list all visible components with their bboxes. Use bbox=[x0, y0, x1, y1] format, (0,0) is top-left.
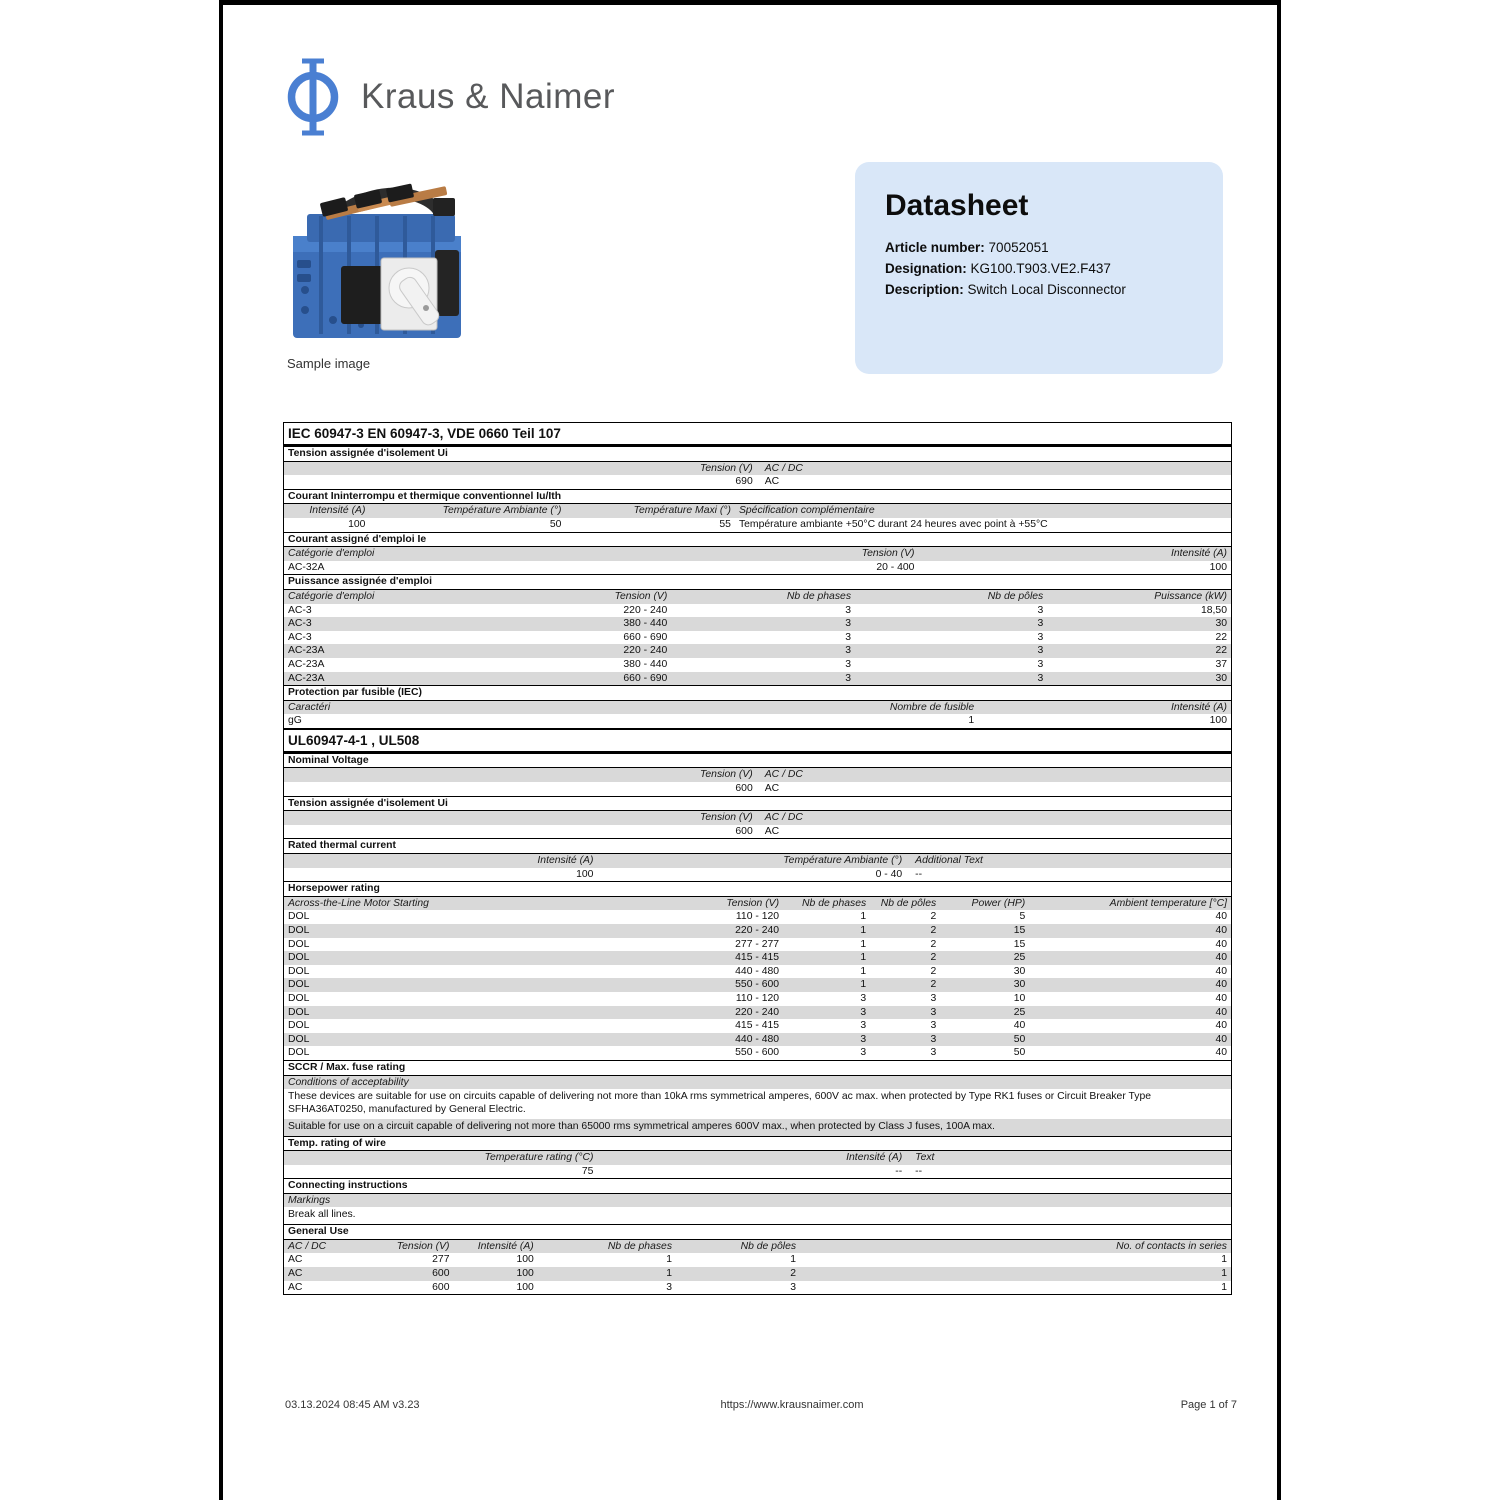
table-cell: 1 bbox=[1221, 1254, 1227, 1266]
table-row bbox=[284, 1119, 1231, 1136]
table-cell: 30 bbox=[1013, 979, 1026, 991]
table-row bbox=[284, 617, 1231, 631]
table-cell: 220 - 240 bbox=[735, 925, 780, 936]
table-row bbox=[284, 1178, 1231, 1194]
table-cell: 600 bbox=[735, 825, 753, 837]
table-cell: DOL bbox=[288, 1047, 310, 1059]
table-row bbox=[284, 978, 1231, 992]
table-cell: AC-3 bbox=[288, 618, 312, 630]
page-title: Datasheet bbox=[885, 189, 1029, 222]
table-cell: 10 bbox=[1013, 992, 1026, 1004]
table-cell: 55 bbox=[719, 518, 731, 530]
table-cell: 40 bbox=[1215, 938, 1227, 950]
table-cell: 1 bbox=[860, 925, 867, 936]
table-row bbox=[284, 1033, 1231, 1047]
table-row bbox=[284, 1019, 1231, 1033]
table-row bbox=[284, 782, 1231, 796]
table-cell: 2 bbox=[930, 938, 937, 950]
table-row bbox=[284, 644, 1231, 658]
table-cell: AC / DC bbox=[764, 812, 803, 824]
table-cell: 1 bbox=[666, 1268, 673, 1280]
table-cell: gG bbox=[288, 715, 302, 727]
document-page bbox=[219, 0, 1281, 1500]
footer-timestamp: 03.13.2024 08:45 AM v3.23 bbox=[285, 1399, 420, 1411]
table-cell: 100 bbox=[516, 1281, 534, 1293]
table-cell: 40 bbox=[1215, 992, 1227, 1004]
table-cell: 3 bbox=[845, 631, 852, 643]
table-cell: 277 - 277 bbox=[735, 938, 780, 950]
table-cell: 220 - 240 bbox=[623, 645, 668, 657]
table-cell: Connecting instructions bbox=[288, 1180, 408, 1192]
table-row bbox=[284, 825, 1231, 839]
table-row bbox=[284, 658, 1231, 672]
table-cell: 440 - 480 bbox=[735, 965, 780, 977]
table-row bbox=[284, 951, 1231, 965]
table-cell: 2 bbox=[790, 1268, 797, 1280]
table-cell: 3 bbox=[1037, 658, 1044, 670]
table-cell: Nb de phases bbox=[802, 897, 867, 909]
table-cell: Puissance assignée d'emploi bbox=[288, 576, 432, 588]
table-cell: 22 bbox=[1215, 645, 1227, 657]
table-row bbox=[284, 910, 1231, 924]
table-row bbox=[284, 1006, 1231, 1020]
table-cell: 3 bbox=[790, 1281, 797, 1293]
table-cell: Intensité (A) bbox=[537, 855, 594, 867]
table-row bbox=[284, 547, 1231, 561]
description-line bbox=[885, 279, 1193, 300]
table-cell: Courant Ininterrompu et thermique conventionnel Iu/Ith bbox=[288, 490, 562, 502]
table-cell: Power (HP) bbox=[971, 897, 1026, 909]
table-cell: Puissance (kW) bbox=[1154, 590, 1227, 602]
table-cell: AC bbox=[288, 1254, 303, 1266]
table-row bbox=[284, 631, 1231, 645]
table-cell: 3 bbox=[845, 645, 852, 657]
table-row bbox=[284, 489, 1231, 505]
table-cell: Conditions of acceptability bbox=[288, 1076, 409, 1088]
table-row bbox=[284, 590, 1231, 604]
table-row bbox=[284, 685, 1231, 701]
table-cell: 37 bbox=[1215, 658, 1227, 670]
table-row bbox=[284, 1194, 1231, 1208]
table-cell: 3 bbox=[845, 658, 852, 670]
table-cell: Temp. rating of wire bbox=[288, 1137, 386, 1149]
table-cell: Markings bbox=[288, 1194, 331, 1206]
table-cell: Temperature rating (°C) bbox=[484, 1152, 594, 1164]
table-cell: Tension (V) bbox=[614, 590, 668, 602]
table-cell: 1 bbox=[860, 952, 867, 964]
table-cell: Nb de pôles bbox=[987, 590, 1044, 602]
article-number-label: Article number: bbox=[885, 240, 985, 255]
table-cell: DOL bbox=[288, 938, 310, 950]
table-cell: DOL bbox=[288, 911, 310, 923]
table-cell: 20 - 400 bbox=[876, 561, 915, 573]
table-cell: 100 bbox=[516, 1268, 534, 1280]
table-cell: 3 bbox=[930, 992, 937, 1004]
table-cell: Température Ambiante (°) bbox=[783, 855, 903, 867]
table-row bbox=[284, 768, 1231, 782]
table-cell: AC / DC bbox=[764, 769, 803, 781]
table-cell: -- bbox=[895, 1165, 903, 1177]
table-cell: 550 - 600 bbox=[735, 979, 780, 991]
table-row bbox=[284, 728, 1231, 753]
table-cell: AC bbox=[764, 783, 780, 795]
table-cell: 3 bbox=[845, 672, 852, 684]
table-cell: Intensité (A) bbox=[477, 1240, 534, 1252]
table-cell: 75 bbox=[581, 1165, 594, 1177]
table-cell: 50 bbox=[1013, 1047, 1026, 1059]
table-cell: 1 bbox=[1221, 1281, 1227, 1293]
table-cell: 40 bbox=[1215, 965, 1227, 977]
table-cell: 3 bbox=[845, 604, 852, 616]
table-cell: 100 bbox=[1209, 715, 1227, 727]
table-row bbox=[284, 1207, 1231, 1224]
table-cell: 15 bbox=[1013, 938, 1026, 950]
table-cell: 30 bbox=[1215, 618, 1227, 630]
table-cell: Nominal Voltage bbox=[288, 754, 369, 766]
table-row bbox=[284, 1165, 1231, 1179]
brand-logo bbox=[285, 57, 615, 137]
designation-line bbox=[885, 258, 1193, 279]
table-row bbox=[284, 518, 1231, 532]
table-cell: 3 bbox=[930, 1020, 937, 1032]
table-cell: Protection par fusible (IEC) bbox=[288, 687, 422, 699]
table-cell: UL60947-4-1 , UL508 bbox=[288, 732, 420, 748]
table-cell: 1 bbox=[860, 965, 867, 977]
table-row bbox=[284, 811, 1231, 825]
table-cell: Additional Text bbox=[915, 855, 983, 867]
spec-table bbox=[283, 422, 1232, 1295]
table-cell: 3 bbox=[1037, 672, 1044, 684]
table-row bbox=[284, 701, 1231, 715]
table-cell: Tension assignée d'isolement Ui bbox=[288, 797, 448, 809]
table-cell: 15 bbox=[1013, 925, 1026, 936]
designation-label: Designation: bbox=[885, 261, 967, 276]
footer-url-link[interactable]: https://www.krausnaimer.com bbox=[720, 1399, 864, 1411]
table-cell: IEC 60947-3 EN 60947-3, VDE 0660 Teil 107 bbox=[288, 426, 561, 441]
table-cell: 220 - 240 bbox=[623, 604, 668, 616]
table-row bbox=[284, 1253, 1231, 1267]
footer-page-number: Page 1 of 7 bbox=[1180, 1399, 1237, 1411]
table-cell: 550 - 600 bbox=[735, 1047, 780, 1059]
table-cell: Tension (V) bbox=[700, 769, 753, 781]
table-row bbox=[284, 1267, 1231, 1281]
table-cell: Nb de phases bbox=[607, 1240, 673, 1252]
table-cell: 100 bbox=[348, 518, 366, 530]
table-cell: 100 bbox=[1209, 561, 1227, 573]
table-cell: Catégorie d'emploi bbox=[288, 548, 375, 560]
table-cell: 40 bbox=[1215, 1020, 1227, 1032]
table-cell: 3 bbox=[860, 992, 867, 1004]
table-cell: 1 bbox=[790, 1254, 797, 1266]
table-cell: 100 bbox=[576, 868, 594, 880]
table-cell: DOL bbox=[288, 1020, 310, 1032]
table-cell: Nb de phases bbox=[786, 590, 852, 602]
table-cell: 3 bbox=[845, 618, 852, 630]
table-cell: AC-23A bbox=[288, 645, 325, 657]
description-label: Description: bbox=[885, 282, 964, 297]
table-cell: AC bbox=[288, 1281, 303, 1293]
table-cell: 18,50 bbox=[1200, 604, 1227, 616]
table-cell: Intensité (A) bbox=[309, 505, 366, 517]
table-cell: 40 bbox=[1215, 979, 1227, 991]
table-cell: AC / DC bbox=[288, 1240, 327, 1252]
table-row bbox=[284, 753, 1231, 769]
sample-image-label: Sample image bbox=[287, 356, 371, 371]
table-cell: 40 bbox=[1215, 1033, 1227, 1045]
table-cell: 25 bbox=[1013, 1006, 1026, 1018]
table-cell: Température ambiante +50°C durant 24 heures avec point à +55°C bbox=[738, 518, 1048, 530]
table-cell: 5 bbox=[1019, 911, 1026, 923]
article-number-value: 70052051 bbox=[988, 240, 1049, 255]
table-cell: General Use bbox=[288, 1226, 349, 1238]
table-cell: 2 bbox=[930, 965, 937, 977]
table-cell: DOL bbox=[288, 992, 310, 1004]
table-row bbox=[284, 838, 1231, 854]
table-cell: 3 bbox=[930, 1047, 937, 1059]
table-cell: DOL bbox=[288, 979, 310, 991]
table-cell: Tension (V) bbox=[726, 897, 780, 909]
phi-logo-icon bbox=[285, 57, 341, 137]
table-cell: 2 bbox=[930, 911, 937, 923]
table-row bbox=[284, 672, 1231, 686]
table-cell: DOL bbox=[288, 1033, 310, 1045]
table-cell: Nombre de fusible bbox=[889, 701, 975, 713]
table-cell: Intensité (A) bbox=[1170, 701, 1227, 713]
table-cell: 1 bbox=[666, 1254, 673, 1266]
table-row bbox=[284, 462, 1231, 476]
table-cell: Across-the-Line Motor Starting bbox=[288, 897, 429, 909]
table-row bbox=[284, 881, 1231, 897]
table-cell: 2 bbox=[930, 979, 937, 991]
table-cell: 3 bbox=[860, 1020, 867, 1032]
table-row bbox=[284, 446, 1231, 462]
table-cell: AC / DC bbox=[764, 462, 803, 474]
description-value: Switch Local Disconnector bbox=[967, 282, 1126, 297]
table-cell: Text bbox=[915, 1152, 935, 1164]
table-row bbox=[284, 1281, 1231, 1295]
designation-value: KG100.T903.VE2.F437 bbox=[970, 261, 1111, 276]
table-cell: 1 bbox=[860, 938, 867, 950]
table-cell: Nb de pôles bbox=[880, 897, 937, 909]
table-cell: 660 - 690 bbox=[623, 672, 668, 684]
table-cell: Température Maxi (°) bbox=[633, 505, 731, 517]
table-cell: 220 - 240 bbox=[735, 1006, 780, 1018]
article-number-line bbox=[885, 237, 1193, 258]
table-cell: 3 bbox=[860, 1033, 867, 1045]
product-image bbox=[285, 170, 475, 350]
table-cell: 1 bbox=[860, 911, 867, 923]
table-cell: Intensité (A) bbox=[846, 1152, 903, 1164]
table-cell: 40 bbox=[1215, 1047, 1227, 1059]
table-cell: 40 bbox=[1013, 1020, 1026, 1032]
table-cell: 40 bbox=[1215, 952, 1227, 964]
table-cell: 600 bbox=[735, 783, 753, 795]
table-cell: Tension (V) bbox=[700, 462, 753, 474]
table-cell: 3 bbox=[1037, 645, 1044, 657]
page-footer bbox=[223, 1399, 1277, 1419]
table-cell: 415 - 415 bbox=[735, 1020, 780, 1032]
table-cell: 380 - 440 bbox=[623, 658, 668, 670]
table-cell: Température Ambiante (°) bbox=[442, 505, 562, 517]
table-cell: 3 bbox=[1037, 604, 1044, 616]
table-cell: Tension (V) bbox=[396, 1240, 450, 1252]
table-cell: 3 bbox=[860, 1006, 867, 1018]
table-row bbox=[284, 504, 1231, 518]
table-cell: Break all lines. bbox=[288, 1209, 356, 1221]
table-cell: 110 - 120 bbox=[735, 992, 780, 1004]
table-cell: DOL bbox=[288, 952, 310, 964]
table-cell: 660 - 690 bbox=[623, 631, 668, 643]
table-row bbox=[284, 604, 1231, 618]
table-cell: 22 bbox=[1215, 631, 1227, 643]
table-cell: SCCR / Max. fuse rating bbox=[288, 1061, 406, 1073]
table-cell: Caractéri bbox=[288, 701, 331, 713]
table-cell: 50 bbox=[1013, 1033, 1026, 1045]
table-cell: 3 bbox=[930, 1033, 937, 1045]
table-cell: AC-32A bbox=[288, 561, 325, 573]
table-cell: 1 bbox=[1221, 1268, 1227, 1280]
table-cell: Intensité (A) bbox=[1170, 548, 1227, 560]
table-row bbox=[284, 965, 1231, 979]
table-cell: Rated thermal current bbox=[288, 840, 396, 852]
table-cell: Tension assignée d'isolement Ui bbox=[288, 448, 448, 459]
table-cell: 40 bbox=[1215, 925, 1227, 936]
table-cell: 1 bbox=[968, 715, 975, 727]
table-cell: 3 bbox=[1037, 618, 1044, 630]
table-cell: 2 bbox=[930, 952, 937, 964]
table-cell: 3 bbox=[930, 1006, 937, 1018]
table-row bbox=[284, 854, 1231, 868]
table-cell: 600 bbox=[432, 1268, 450, 1280]
table-row bbox=[284, 924, 1231, 938]
table-row bbox=[284, 796, 1231, 812]
table-cell: AC-23A bbox=[288, 672, 325, 684]
table-row bbox=[284, 897, 1231, 911]
table-cell: Catégorie d'emploi bbox=[288, 590, 375, 602]
table-row bbox=[284, 938, 1231, 952]
table-cell: 0 - 40 bbox=[875, 868, 903, 880]
table-cell: 2 bbox=[930, 925, 937, 936]
table-row bbox=[284, 1076, 1231, 1090]
table-cell: 440 - 480 bbox=[735, 1033, 780, 1045]
table-row bbox=[284, 1046, 1231, 1060]
table-cell: 415 - 415 bbox=[735, 952, 780, 964]
table-cell: 100 bbox=[516, 1254, 534, 1266]
table-row bbox=[284, 1240, 1231, 1254]
table-cell: 40 bbox=[1215, 911, 1227, 923]
table-cell: DOL bbox=[288, 1006, 310, 1018]
table-cell: Horsepower rating bbox=[288, 883, 380, 895]
table-row bbox=[284, 574, 1231, 590]
table-cell: 50 bbox=[549, 518, 562, 530]
table-row bbox=[284, 1060, 1231, 1076]
table-cell: No. of contacts in series bbox=[1116, 1240, 1227, 1252]
table-row bbox=[284, 1136, 1231, 1152]
table-cell: 110 - 120 bbox=[735, 911, 780, 923]
table-row bbox=[284, 1224, 1231, 1240]
table-cell: AC bbox=[288, 1268, 303, 1280]
table-cell: 3 bbox=[666, 1281, 673, 1293]
table-row bbox=[284, 561, 1231, 575]
table-cell: These devices are suitable for use on circuits capable of delivering not more than 10kA rms symmetrical amperes, 600V ac max. when protected by Type RK1 fuses or Circuit Breaker Type SFHA36AT0250, manufactured by General Electric. bbox=[288, 1091, 1152, 1115]
table-cell: Tension (V) bbox=[700, 812, 753, 824]
table-cell: Suitable for use on a circuit capable of delivering not more than 65000 rms symmetrical amperes 600V max., when protected by Class J fuses, 100A max. bbox=[288, 1120, 995, 1132]
table-row bbox=[284, 1089, 1231, 1119]
table-row bbox=[284, 475, 1231, 489]
table-cell: AC-3 bbox=[288, 631, 312, 643]
table-cell: 3 bbox=[860, 1047, 867, 1059]
table-cell: Ambient temperature [°C] bbox=[1109, 897, 1227, 909]
table-row bbox=[284, 532, 1231, 548]
table-cell: -- bbox=[915, 1165, 923, 1177]
table-cell: 380 - 440 bbox=[623, 618, 668, 630]
table-cell: 600 bbox=[432, 1281, 450, 1293]
table-row bbox=[284, 714, 1231, 728]
table-cell: AC bbox=[764, 476, 780, 488]
table-cell: 3 bbox=[1037, 631, 1044, 643]
datasheet-box bbox=[855, 162, 1223, 374]
table-cell: Nb de pôles bbox=[740, 1240, 797, 1252]
table-cell: DOL bbox=[288, 965, 310, 977]
table-cell: 40 bbox=[1215, 1006, 1227, 1018]
table-cell: AC-3 bbox=[288, 604, 312, 616]
table-cell: AC-23A bbox=[288, 658, 325, 670]
table-cell: 277 bbox=[432, 1254, 450, 1266]
table-cell: 30 bbox=[1215, 672, 1227, 684]
table-row bbox=[284, 992, 1231, 1006]
table-row bbox=[284, 423, 1231, 446]
table-cell: 25 bbox=[1013, 952, 1026, 964]
table-cell: Tension (V) bbox=[861, 548, 915, 560]
table-cell: Courant assigné d'emploi Ie bbox=[288, 533, 427, 545]
table-cell: 1 bbox=[860, 979, 867, 991]
table-cell: 30 bbox=[1013, 965, 1026, 977]
table-cell: 690 bbox=[735, 476, 753, 488]
table-cell: Spécification complémentaire bbox=[738, 505, 875, 517]
table-cell: AC bbox=[764, 825, 780, 837]
table-cell: -- bbox=[915, 868, 923, 880]
table-row bbox=[284, 1151, 1231, 1165]
table-row bbox=[284, 868, 1231, 882]
brand-name: Kraus & Naimer bbox=[361, 77, 616, 116]
table-cell: DOL bbox=[288, 925, 310, 936]
